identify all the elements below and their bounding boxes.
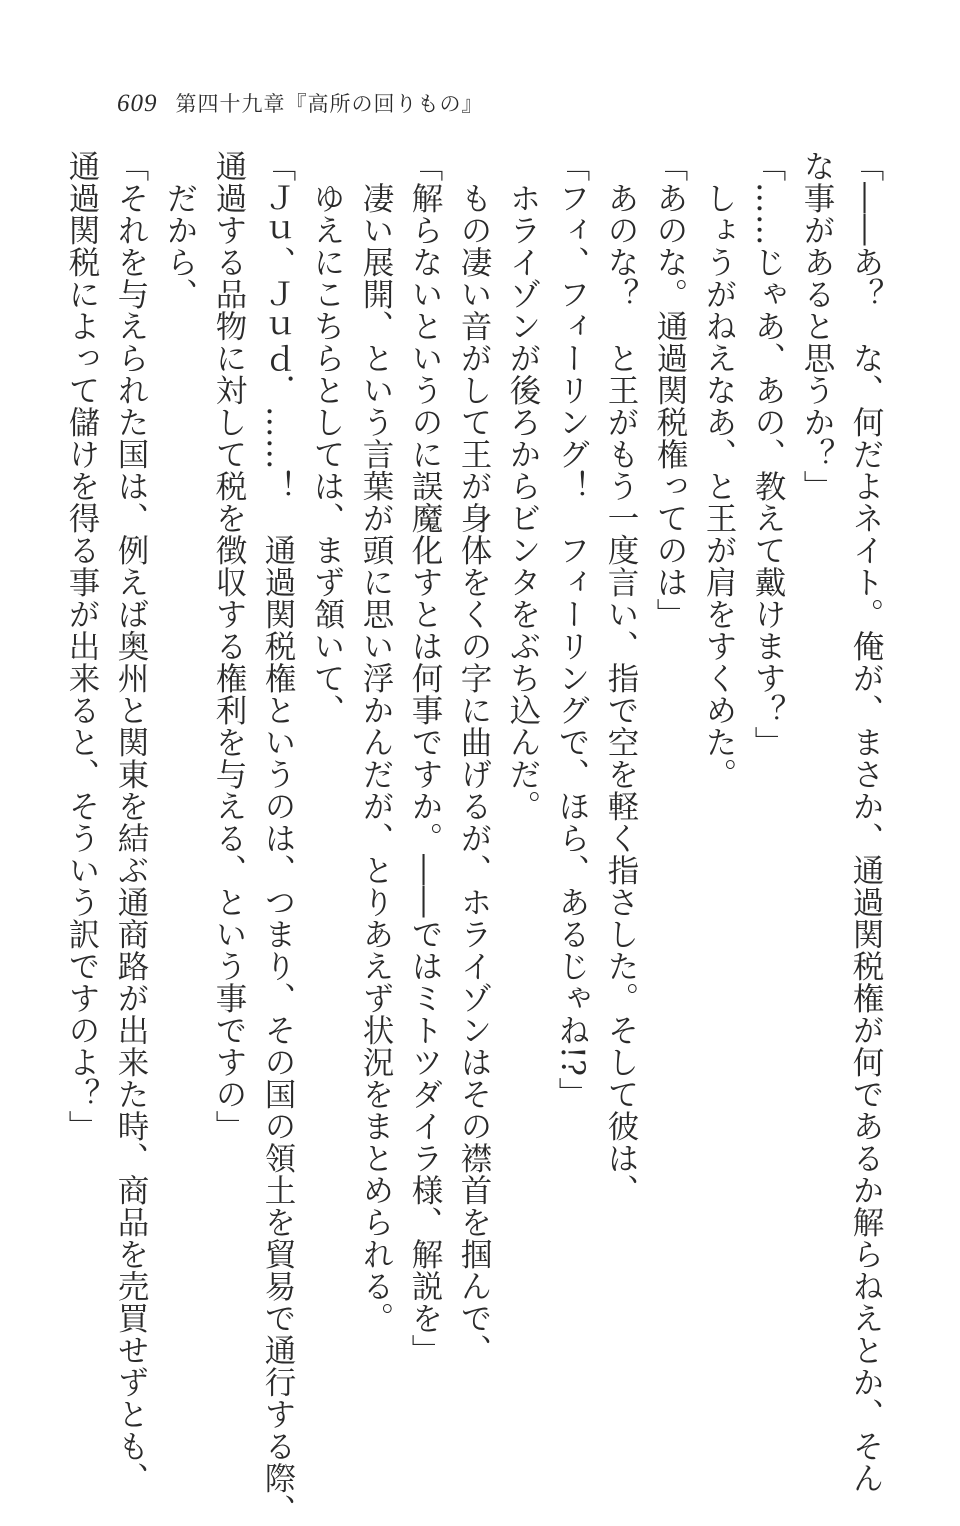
- text-line: 通過関税によって儲けを得る事が出来ると、そういう訳ですのよ？」: [64, 150, 100, 1142]
- text-line: 「あのな。通過関税権ってのは」: [652, 150, 688, 630]
- body-text: [64, 150, 890, 1526]
- text-line: もの凄い音がして王が身体をくの字に曲げるが、ホライゾンはその襟首を掴んで、: [456, 150, 492, 1366]
- text-line: しょうがねえなあ、と王が肩をすくめた。: [701, 150, 737, 790]
- text-line: あのな？ と王がもう一度言い、指で空を軽く指さした。そして彼は、: [603, 150, 639, 1206]
- text-line: な事があると思うか？」: [799, 150, 835, 502]
- text-line: 「それを与えられた国は、例えば奥州と関東を結ぶ通商路が出来た時、商品を売買せずとも、: [113, 150, 149, 1494]
- page-number: 609: [117, 90, 158, 117]
- text-line: ゆえにこちらとしては、まず頷いて、: [309, 150, 345, 726]
- text-line: 「Ｊｕ、Ｊｕｄ．……！ 通過関税権というのは、つまり、その国の領土を貿易で通行する際、: [260, 150, 296, 1526]
- text-line: ホライゾンが後ろからビンタをぶち込んだ。: [505, 150, 541, 822]
- text-line: 通過する品物に対して税を徴収する権利を与える、という事ですの」: [211, 150, 247, 1142]
- text-line: だから、: [162, 150, 198, 310]
- text-line: 「解らないというのに誤魔化すとは何事ですか。――ではミトツダイラ様、解説を」: [407, 150, 443, 1366]
- text-line: 「……じゃあ、あの、教えて戴けます？」: [750, 150, 786, 758]
- text-line: 「フィ、フィーリング！ フィーリングで、ほら、あるじゃね!?」: [554, 150, 590, 1109]
- chapter-title: 第四十九章『高所の回りもの』: [175, 92, 484, 116]
- text-line: 凄い展開、という言葉が頭に思い浮かんだが、とりあえず状況をまとめられる。: [358, 150, 394, 1334]
- text-line: 「――あ？ な、何だよネイト。俺が、まさか、通過関税権が何であるか解らねえとか、そん: [848, 150, 884, 1494]
- running-head: [117, 88, 484, 118]
